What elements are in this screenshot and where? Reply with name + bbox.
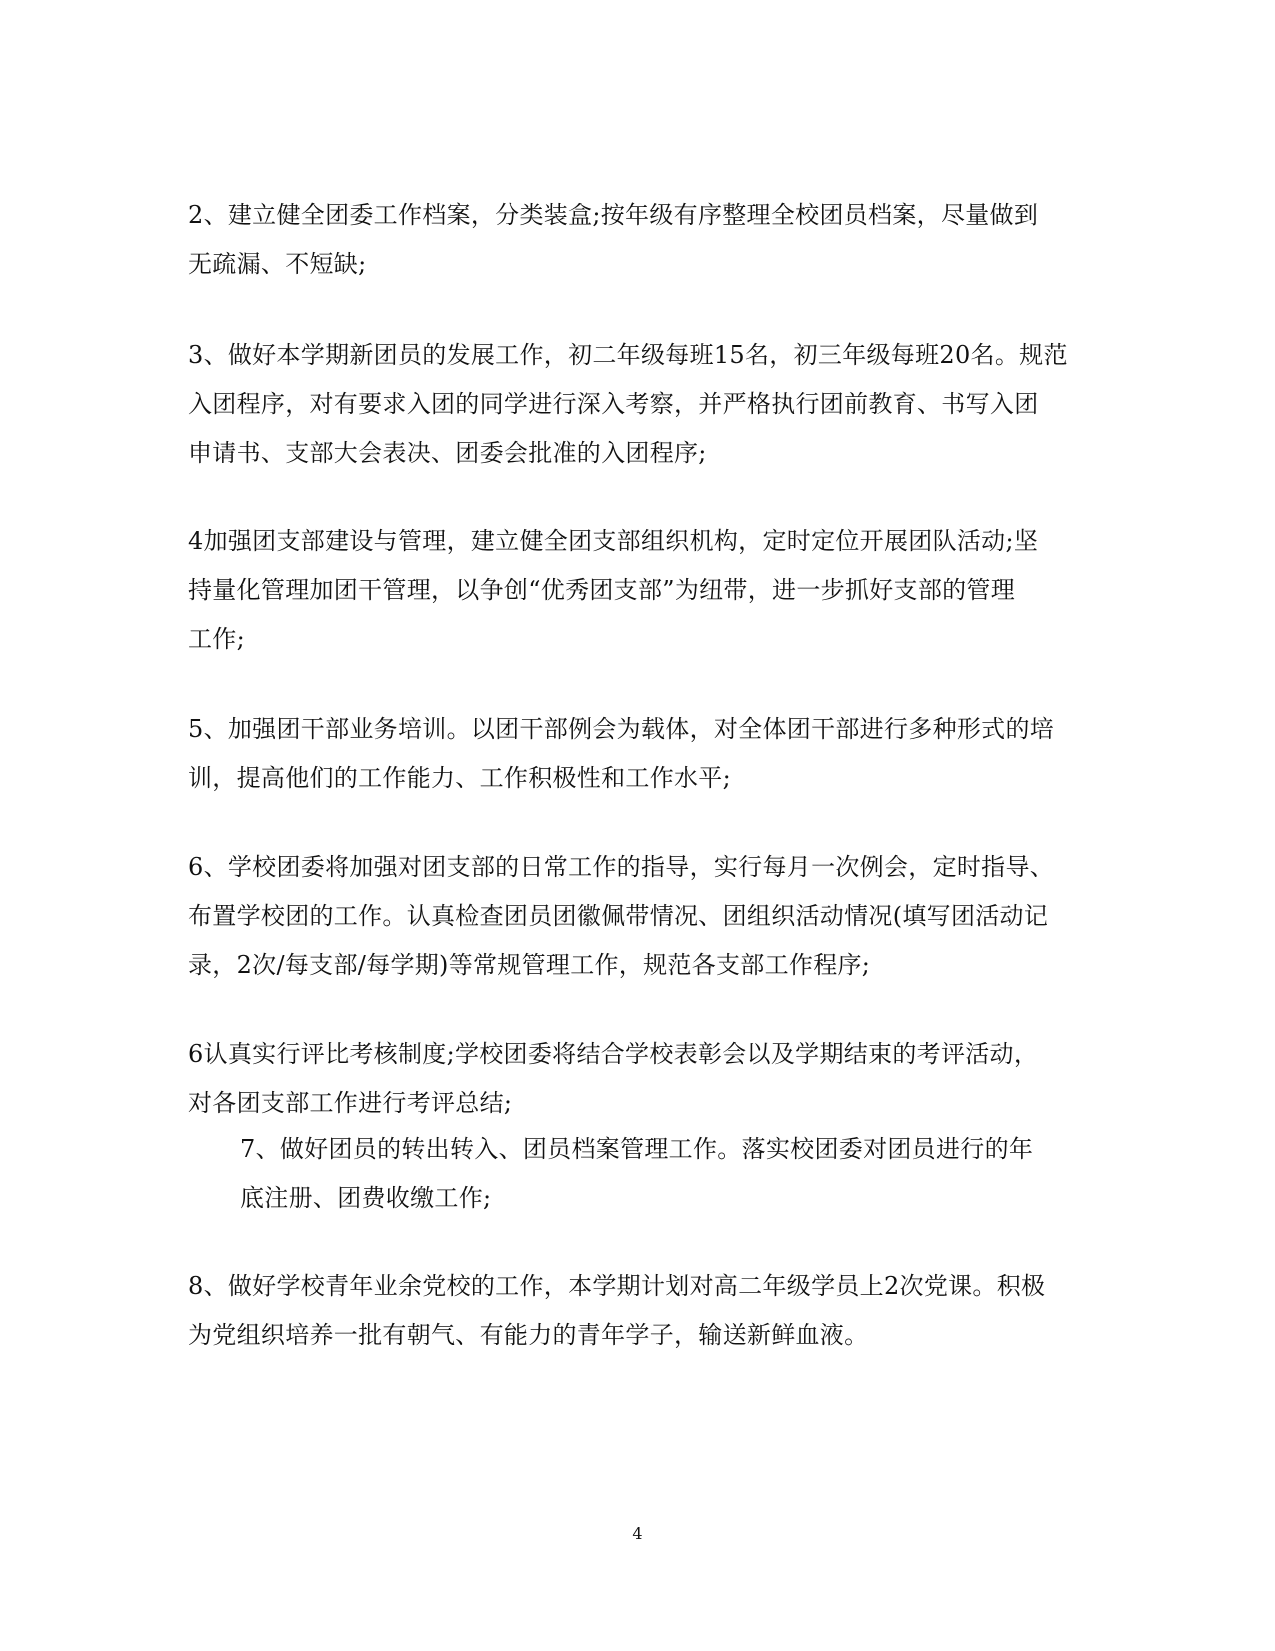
paragraph-item-2 — [188, 191, 1088, 289]
paragraph-line: 为党组织培养一批有朝气、有能力的青年学子，输送新鲜血液。 — [188, 1321, 869, 1349]
page-number: 4 — [632, 1524, 643, 1543]
paragraph-item-4 — [188, 517, 1088, 664]
paragraph-line: 布置学校团的工作。认真检查团员团徽佩带情况、团组织活动情况(填写团活动记 — [188, 902, 1049, 930]
paragraph-line: 4加强团支部建设与管理，建立健全团支部组织机构，定时定位开展团队活动;坚 — [188, 527, 1039, 555]
paragraph-item-8 — [188, 1262, 1088, 1360]
paragraph-line: 对各团支部工作进行考评总结; — [188, 1089, 513, 1117]
paragraph-line: 工作; — [188, 625, 245, 653]
paragraph-line: 6、学校团委将加强对团支部的日常工作的指导，实行每月一次例会，定时指导、 — [188, 853, 1055, 881]
paragraph-item-3 — [188, 331, 1088, 478]
paragraph-line: 持量化管理加团干管理，以争创“优秀团支部”为纽带，进一步抓好支部的管理 — [188, 576, 1016, 604]
paragraph-item-6 — [188, 843, 1088, 990]
paragraph-line: 申请书、支部大会表决、团委会批准的入团程序; — [188, 439, 707, 467]
paragraph-line: 5、加强团干部业务培训。以团干部例会为载体，对全体团干部进行多种形式的培 — [188, 715, 1055, 743]
paragraph-line: 2、建立健全团委工作档案，分类装盒;按年级有序整理全校团员档案，尽量做到 — [188, 201, 1039, 229]
paragraph-line: 训，提高他们的工作能力、工作积极性和工作水平; — [188, 764, 731, 792]
paragraph-item-6b — [188, 1030, 1088, 1128]
paragraph-line: 7、做好团员的转出转入、团员档案管理工作。落实校团委对团员进行的年 — [240, 1135, 1034, 1163]
paragraph-item-5 — [188, 705, 1088, 803]
paragraph-line: 无疏漏、不短缺; — [188, 250, 367, 278]
paragraph-line: 8、做好学校青年业余党校的工作，本学期计划对高二年级学员上2次党课。积极 — [188, 1272, 1046, 1300]
paragraph-item-7 — [240, 1125, 1060, 1223]
paragraph-line: 6认真实行评比考核制度;学校团委将结合学校表彰会以及学期结束的考评活动， — [188, 1040, 1039, 1068]
paragraph-line: 3、做好本学期新团员的发展工作，初二年级每班15名，初三年级每班20名。规范 — [188, 341, 1068, 369]
paragraph-line: 底注册、团费收缴工作; — [240, 1184, 492, 1212]
paragraph-line: 入团程序，对有要求入团的同学进行深入考察，并严格执行团前教育、书写入团 — [188, 390, 1039, 418]
paragraph-line: 录，2次/每支部/每学期)等常规管理工作，规范各支部工作程序; — [188, 951, 871, 979]
